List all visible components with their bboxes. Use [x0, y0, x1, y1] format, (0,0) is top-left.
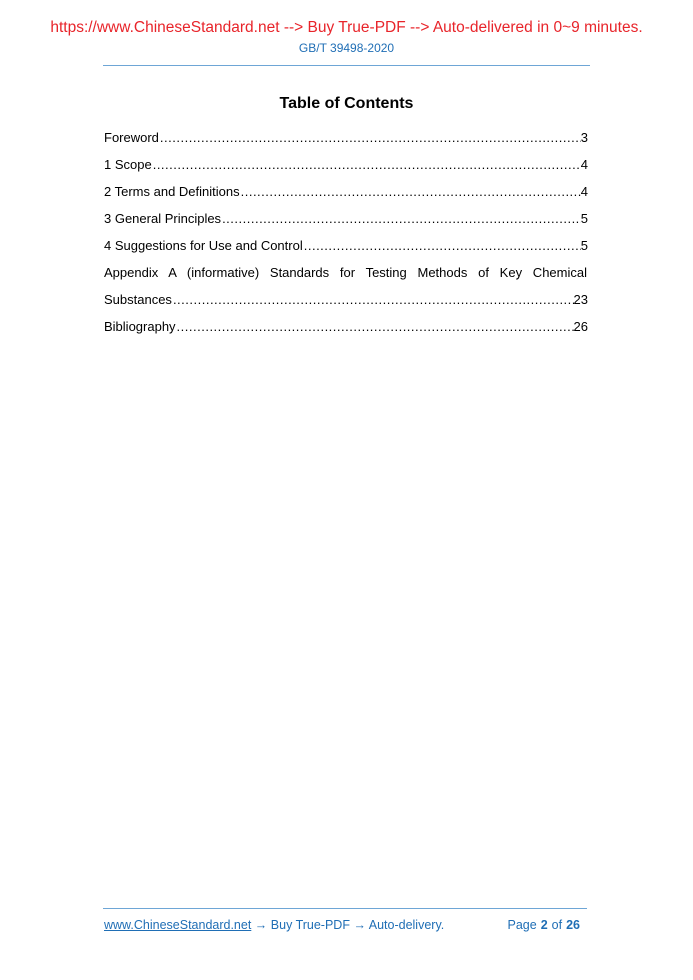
total-pages-number: 26 [566, 918, 580, 932]
toc-entry-terms-definitions[interactable] [104, 178, 588, 205]
promo-banner-link[interactable]: https://www.ChineseStandard.net --> Buy True-PDF --> Auto-delivered in 0~9 minutes. [50, 19, 643, 36]
toc-leader-dots [222, 205, 581, 232]
toc-leader-dots [160, 124, 581, 151]
page-label: Page [507, 918, 537, 932]
toc-entry-label: 1 Scope [104, 157, 152, 172]
toc-entry-page: 5 [580, 238, 588, 253]
toc-leader-dots [153, 151, 581, 178]
toc-leader-dots [173, 286, 574, 313]
toc-entry-label: 4 Suggestions for Use and Control [104, 238, 303, 253]
toc-entry-page: 4 [580, 184, 588, 199]
toc-leader-dots [241, 178, 581, 205]
table-of-contents [104, 124, 588, 340]
toc-entry-label: Foreword [104, 130, 159, 145]
toc-entry-foreword[interactable] [104, 124, 588, 151]
toc-entry-label: Bibliography [104, 319, 176, 334]
arrow-icon: → [254, 918, 268, 932]
toc-entry-page: 4 [580, 157, 588, 172]
toc-entry-label: 2 Terms and Definitions [104, 184, 240, 199]
toc-entry-page: 3 [580, 130, 588, 145]
page-footer [104, 918, 587, 932]
toc-entry-page: 23 [573, 292, 588, 307]
toc-title: Table of Contents [279, 95, 414, 112]
toc-entry-label: 3 General Principles [104, 211, 222, 226]
page-indicator [508, 918, 585, 932]
of-label: of [551, 918, 563, 932]
toc-entry-page: 5 [580, 211, 588, 226]
toc-entry-page: 26 [573, 319, 588, 334]
current-page-number: 2 [540, 918, 548, 932]
footer-site-link[interactable]: www.ChineseStandard.net [104, 918, 252, 932]
toc-entry-appendix-a-continued[interactable] [104, 286, 588, 313]
toc-entry-bibliography[interactable] [104, 313, 588, 340]
toc-entry-suggestions[interactable] [104, 232, 588, 259]
standard-code: GB/T 39498-2020 [298, 41, 395, 55]
arrow-icon: → [353, 918, 366, 932]
header-divider [103, 65, 590, 66]
footer-buy-text: Buy True-PDF [270, 918, 350, 932]
toc-entry-scope[interactable] [104, 151, 588, 178]
toc-entry-label: Substances [104, 292, 172, 307]
toc-leader-dots [304, 232, 581, 259]
footer-divider [103, 908, 587, 909]
toc-entry-appendix-a[interactable] [104, 259, 588, 286]
toc-entry-general-principles[interactable] [104, 205, 588, 232]
toc-entry-label: Appendix A (informative) Standards for Testing Methods of Key Chemical [104, 265, 587, 280]
footer-delivery-text: Auto-delivery. [368, 918, 445, 932]
toc-leader-dots [177, 313, 574, 340]
